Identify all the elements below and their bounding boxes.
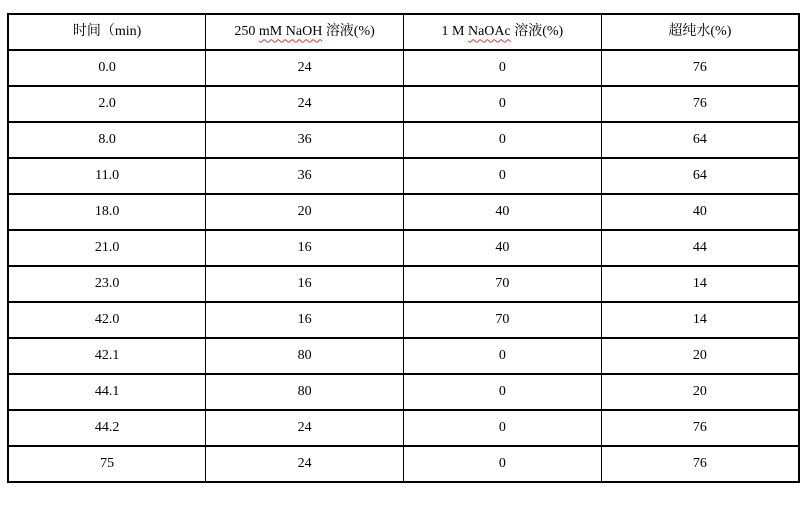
table-cell: 0 xyxy=(404,338,602,374)
table-cell: 24 xyxy=(206,50,404,86)
table-cell: 42.0 xyxy=(8,302,206,338)
table-cell: 2.0 xyxy=(8,86,206,122)
table-row xyxy=(8,374,799,410)
table-cell: 0 xyxy=(404,50,602,86)
table-row xyxy=(8,122,799,158)
column-header-water-label: 超纯水(%) xyxy=(668,24,732,40)
table-cell: 42.1 xyxy=(8,338,206,374)
header-row xyxy=(8,14,799,50)
table-cell: 76 xyxy=(601,86,799,122)
table-row xyxy=(8,338,799,374)
table-cell: 24 xyxy=(206,446,404,482)
gradient-program-table xyxy=(7,13,800,483)
table-row xyxy=(8,230,799,266)
table-cell: 75 xyxy=(8,446,206,482)
column-header-naoh xyxy=(206,14,404,50)
table-cell: 36 xyxy=(206,122,404,158)
table-cell: 0 xyxy=(404,158,602,194)
column-header-naoh-misspelled: mM NaOH xyxy=(258,24,323,40)
table-cell: 40 xyxy=(601,194,799,230)
table-cell: 8.0 xyxy=(8,122,206,158)
table-cell: 44 xyxy=(601,230,799,266)
table-cell: 70 xyxy=(404,302,602,338)
column-header-naoac-suffix: 溶液(%) xyxy=(510,24,564,40)
table-cell: 70 xyxy=(404,266,602,302)
table-cell: 16 xyxy=(206,266,404,302)
table-cell: 0 xyxy=(404,374,602,410)
column-header-water xyxy=(601,14,799,50)
table-cell: 0 xyxy=(404,410,602,446)
table-cell: 0 xyxy=(404,446,602,482)
table-cell: 21.0 xyxy=(8,230,206,266)
table-cell: 14 xyxy=(601,266,799,302)
table-row xyxy=(8,446,799,482)
table-cell: 18.0 xyxy=(8,194,206,230)
column-header-naoac xyxy=(404,14,602,50)
column-header-naoh-prefix: 250 xyxy=(234,24,259,40)
table-cell: 76 xyxy=(601,410,799,446)
column-header-naoh-suffix: 溶液(%) xyxy=(322,24,375,40)
table-cell: 44.1 xyxy=(8,374,206,410)
column-header-time xyxy=(8,14,206,50)
table-row xyxy=(8,86,799,122)
table-body xyxy=(8,50,799,482)
table-cell: 36 xyxy=(206,158,404,194)
column-header-naoac-misspelled: NaOAc xyxy=(467,24,511,40)
column-header-time-label: 时间（min) xyxy=(72,24,142,40)
table-cell: 80 xyxy=(206,338,404,374)
table-row xyxy=(8,410,799,446)
table-cell: 40 xyxy=(404,230,602,266)
table-cell: 80 xyxy=(206,374,404,410)
table-cell: 24 xyxy=(206,86,404,122)
table-cell: 44.2 xyxy=(8,410,206,446)
table-row xyxy=(8,266,799,302)
table-row xyxy=(8,50,799,86)
table-cell: 76 xyxy=(601,50,799,86)
table-cell: 76 xyxy=(601,446,799,482)
table-cell: 20 xyxy=(206,194,404,230)
table-cell: 0.0 xyxy=(8,50,206,86)
table-row xyxy=(8,194,799,230)
table-cell: 20 xyxy=(601,374,799,410)
table-cell: 40 xyxy=(404,194,602,230)
table-cell: 14 xyxy=(601,302,799,338)
table-cell: 0 xyxy=(404,122,602,158)
column-header-naoac-prefix: 1 M xyxy=(441,24,468,40)
table-cell: 64 xyxy=(601,122,799,158)
table-cell: 16 xyxy=(206,302,404,338)
table-cell: 24 xyxy=(206,410,404,446)
table-cell: 16 xyxy=(206,230,404,266)
table-row xyxy=(8,302,799,338)
table-row xyxy=(8,158,799,194)
table-header xyxy=(8,14,799,50)
table-cell: 23.0 xyxy=(8,266,206,302)
table-cell: 64 xyxy=(601,158,799,194)
table-cell: 20 xyxy=(601,338,799,374)
table-cell: 11.0 xyxy=(8,158,206,194)
table-cell: 0 xyxy=(404,86,602,122)
